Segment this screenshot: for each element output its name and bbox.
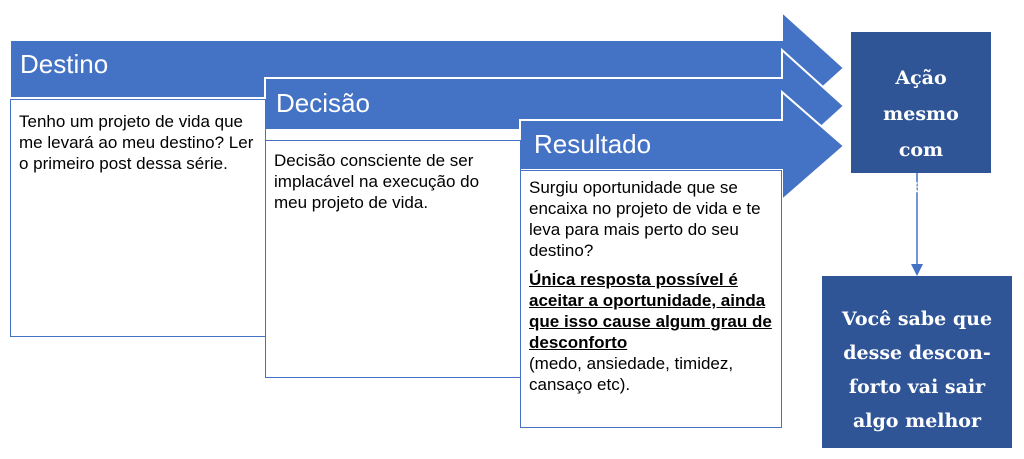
resultado-after-text: (medo, ansiedade, timidez, cansaço etc).: [529, 354, 734, 394]
decisao-text: Decisão consciente de ser implacável na execução do meu projeto de vida.: [274, 151, 480, 212]
destino-text: Tenho um projeto de vida que me levará ao meu destino? Ler o primeiro post dessa série.: [19, 112, 254, 173]
decisao-title: Decisão: [276, 88, 370, 118]
action-box: [851, 32, 991, 197]
resultado-text: Surgiu oportunidade que se encaixa no projeto de vida e te leva para mais perto do seu destino?: [529, 178, 761, 260]
action-text: Ação mesmo com medo: [883, 67, 959, 197]
decisao-box: [265, 140, 521, 378]
resultado-box: [520, 170, 782, 428]
destino-title: Destino: [20, 49, 109, 79]
connector-arrowhead: [911, 264, 923, 276]
insight-text: Você sabe que desse descon-forto vai sair algo melhor: [841, 308, 993, 432]
destino-box: [10, 99, 266, 337]
resultado-emphasis: Única resposta possível é aceitar a oportunidade, ainda que isso cause algum grau de desconforto: [529, 270, 772, 352]
insight-box: [822, 276, 1012, 448]
resultado-title: Resultado: [534, 129, 652, 159]
